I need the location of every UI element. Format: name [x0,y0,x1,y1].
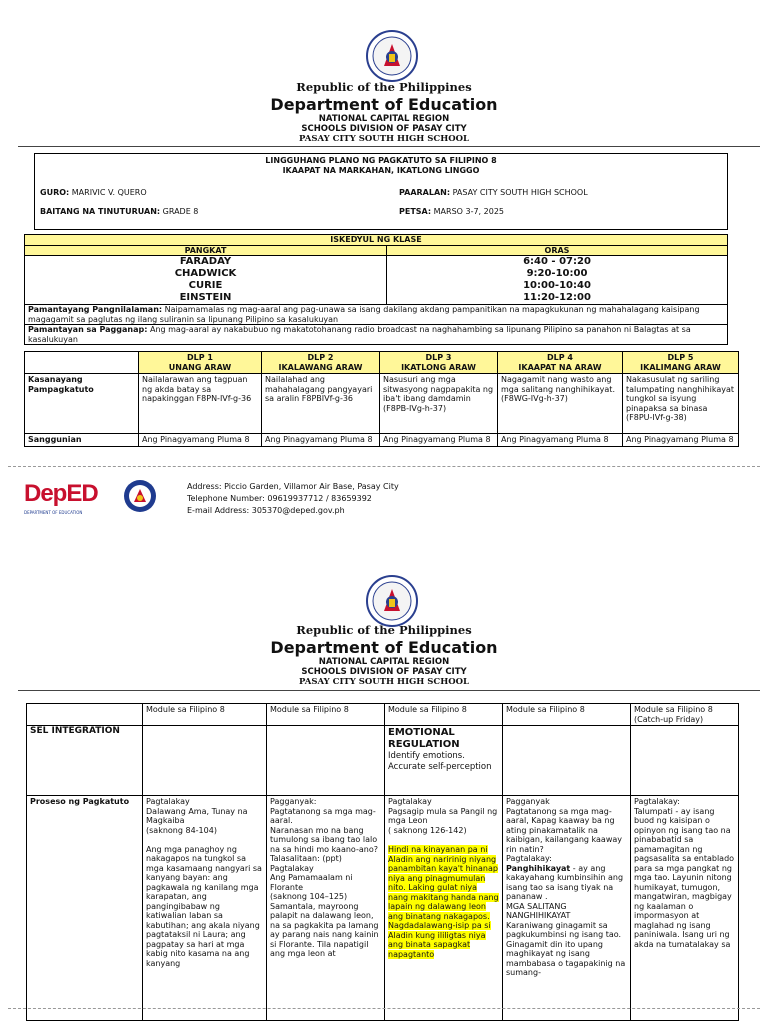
sanggunian-cell: Ang Pinagyamang Pluma 8 [380,434,498,447]
region-line: NATIONAL CAPITAL REGION [318,657,450,667]
proseso-cell: Pagtalakay Dalawang Ama, Tunay na Magkaiba (saknong 84-104) Ang mga panaghoy ng nakagapos na tungkol sa mga kasamaang nangyari sa kanyang bayan: ang pagkawala ng kanilang mga karapatan, ang pangingibabaw ng katiwalian laban sa kabutihan; ang akala niyang pagtataksil ni Laura; ang pagpatay sa hari at mga kabig nito kasama na ang kanyang [143,796,267,1021]
module-cell: Module sa Filipino 8 (Catch-up Friday) [631,704,739,726]
pangnilalaman-label: Pamantayang Pangnilalaman: [28,305,163,314]
footer-email: E-mail Address: 305370@deped.gov.ph [187,506,345,515]
paaralan-row [399,188,588,198]
dlp-header: DLP 5 IKALIMANG ARAW [623,352,739,374]
kasanayan-cell: Nakasusulat ng sariling talumpating nanghihikayat tungkol sa isyung pinapaksa sa binasa (F8PU-IVf-g-38) [623,374,739,434]
lesson-table [26,703,739,1021]
guro-label: GURO: [40,188,70,197]
school-seal-icon [123,479,157,513]
times-cell [387,256,728,305]
baitang-value: GRADE 8 [162,207,199,216]
guro-value: MARIVIC V. QUERO [71,188,147,197]
time-slot: 6:40 - 07:20 [523,256,591,267]
module-corner [27,704,143,726]
sanggunian-cell: Ang Pinagyamang Pluma 8 [498,434,623,447]
dlp-header: DLP 3 IKATLONG ARAW [380,352,498,374]
proseso-cell: Pagtalakay: Talumpati - ay isang buod ng kaisipan o opinyon ng isang tao na pinababatid sa pamamagitan ng pagsasalita sa entablado para sa mga pangkat ng mga tao. Layunin nitong humikayat, tumugon, mangatwiran, magbigay ng kaalaman o impormasyon at maglahad ng isang paniniwala. Isang uri ng akda na tumatalakay sa [631,796,739,1021]
sel-cell [143,726,267,796]
time-slot: 10:00-10:40 [523,280,591,291]
division-line: SCHOOLS DIVISION OF PASAY CITY [301,667,467,677]
proseso-cell: Pagganyak: Pagtatanong sa mga mag-aaral. Naranasan mo na bang tumulong sa ibang tao lalo na sa hindi mo kaano-ano? Talasalitaan: (ppt) Pagtalakay Ang Pamamaalam ni Florante (saknong 104–125) Samantala, mayroong palapit na dalawang leon, na sa pagkakita pa lamang ay parang nais nang kainin si Florante. Tila napatigil ang mga leon at [267,796,385,1021]
dlp-header: DLP 2 IKALAWANG ARAW [262,352,380,374]
section-name: CHADWICK [174,268,237,279]
sanggunian-cell: Ang Pinagyamang Pluma 8 [262,434,380,447]
sel-cell [503,726,631,796]
baitang-label: BAITANG NA TINUTURUAN: [40,207,161,216]
petsa-value: MARSO 3-7, 2025 [433,207,505,216]
petsa-label: PETSA: [399,207,432,216]
sanggunian-cell: Ang Pinagyamang Pluma 8 [139,434,262,447]
schedule-table [24,234,728,345]
footer-phone: Telephone Number: 09619937712 / 83659392 [187,494,372,503]
sanggunian-label: Sanggunian [25,434,139,447]
module-cell: Module sa Filipino 8 [267,704,385,726]
pangnilalaman-cell [25,305,728,325]
sel-title: EMOTIONAL REGULATION [388,727,460,750]
quarter-title: IKAAPAT NA MARKAHAN, IKATLONG LINGGO [282,166,480,175]
header-divider [18,690,760,691]
dlp-header: DLP 4 IKAAPAT NA ARAW [498,352,623,374]
pagganap-cell [25,325,728,345]
proseso-cell [385,796,503,1021]
section-name: FARADAY [179,256,232,267]
time-slot: 9:20-10:00 [526,268,588,279]
deped-seal-icon [366,575,418,627]
footer-divider [8,1008,760,1009]
sel-cell [385,726,503,796]
dlp-table [24,351,739,447]
pagganap-label: Pamantayan sa Pagganap: [28,325,148,334]
republic-line: Republic of the Philippines [296,623,472,637]
paaralan-value: PASAY CITY SOUTH HIGH SCHOOL [452,188,588,197]
schedule-title: ISKEDYUL NG KLASE [25,235,728,246]
panghihikayat-term: Panghihikayat [506,863,571,873]
module-cell: Module sa Filipino 8 [385,704,503,726]
oras-header: ORAS [387,245,728,256]
department-title: Department of Education [270,638,498,657]
kasanayan-cell: Nailalarawan ang tagpuan ng akda batay sa napakinggan F8PN-IVf-g-36 [139,374,262,434]
proseso-intro: Pagtalakay Pagsagip mula sa Pangil ng mga Leon ( saknong 126-142) [388,797,498,835]
region-line: NATIONAL CAPITAL REGION [318,114,450,124]
header-divider [18,146,760,147]
sections-cell [25,256,387,305]
kasanayan-label: Kasanayang Pampagkatuto [25,374,139,434]
kasanayan-cell: Nasusuri ang mga sitwasyong nagpapakita ng iba't ibang damdamin (F8PB-IVg-h-37) [380,374,498,434]
sel-cell [267,726,385,796]
deped-logo [24,480,124,520]
time-slot: 11:20-12:00 [523,292,591,303]
info-box [34,153,728,230]
proseso-label: Proseso ng Pagkatuto [27,796,143,1021]
paaralan-label: PAARALAN: [399,188,451,197]
republic-line: Republic of the Philippines [296,80,472,94]
pangnilalaman-text: Naipamamalas ng mag-aaral ang pag-unawa sa isang dakilang akdang pampanitikan na mapagkukunan ng mahahalagang kaisipang magagamit sa paglutas ng ilang suliranin sa lipunang Pilipino sa kasalukuyan [28,305,700,324]
footer-divider [8,466,760,467]
section-name: EINSTEIN [179,292,232,303]
module-cell: Module sa Filipino 8 [503,704,631,726]
proseso-cell: Pagganyak Pagtatanong sa mga mag-aaral, Kapag kaaway ba ng ating pinakamatalik na kaibigan, kailangang kaaway rin natin? Pagtalakay: Panghihikayat - ay ang kakayahang kumbinsihin ang isang tao sa isang tiyak na pananaw . MGA SALITANG NANGHIHIKAYAT Karaniwang ginagamit sa pagkukumbinsi ng isang tao. Ginagamit din ito upang maghikayat ng isang mambabasa o tagapakinig na sumang- [503,796,631,1021]
deped-logo-sub: DEPARTMENT OF EDUCATION [24,510,83,515]
sel-cell [631,726,739,796]
section-name: CURIE [188,280,223,291]
footer-address: Address: Piccio Garden, Villamor Air Base, Pasay City [187,482,399,491]
sel-label: SEL INTEGRATION [27,726,143,796]
sanggunian-cell: Ang Pinagyamang Pluma 8 [623,434,739,447]
pagganap-text: Ang mag-aaral ay nakabubuo ng makatotohanang radio broadcast na naghahambing sa lipunang Pilipino sa panahon ni Balagtas at sa kasalukuyan [28,325,691,344]
department-title: Department of Education [270,95,498,114]
petsa-row [399,207,504,217]
kasanayan-cell: Nailalahad ang mahahalagang pangyayari sa aralin F8PBIVf-g-36 [262,374,380,434]
sel-text: Identify emotions. Accurate self-perception [388,751,492,772]
deped-logo-text: DepED [24,480,98,507]
dlp-corner [25,352,139,374]
page-2 [0,545,768,1024]
module-cell: Module sa Filipino 8 [143,704,267,726]
pangkat-header: PANGKAT [25,245,387,256]
highlighted-passage: Hindi na kinayanan pa ni Aladin ang naririnig niyang panambitan kaya't hinanap niya ang pinagmumulan nito. Laking gulat niya nang makitang handa nang lapain ng dalawang leon ang binatang nakagapos. Nagdadalawang-isip pa si Aladin kung ililigtas niya ang binata sapagkat napagtanto [388,845,499,959]
school-line: PASAY CITY SOUTH HIGH SCHOOL [298,677,470,687]
kasanayan-cell: Nagagamit nang wasto ang mga salitang nanghihikayat. (F8WG-IVg-h-37) [498,374,623,434]
school-line: PASAY CITY SOUTH HIGH SCHOOL [298,134,470,144]
baitang-row [40,207,198,217]
plan-title: LINGGUHANG PLANO NG PAGKATUTO SA FILIPINO 8 [265,156,497,165]
guro-row [40,188,147,198]
dlp-header: DLP 1 UNANG ARAW [139,352,262,374]
division-line: SCHOOLS DIVISION OF PASAY CITY [301,124,467,134]
deped-seal-icon [366,30,418,82]
